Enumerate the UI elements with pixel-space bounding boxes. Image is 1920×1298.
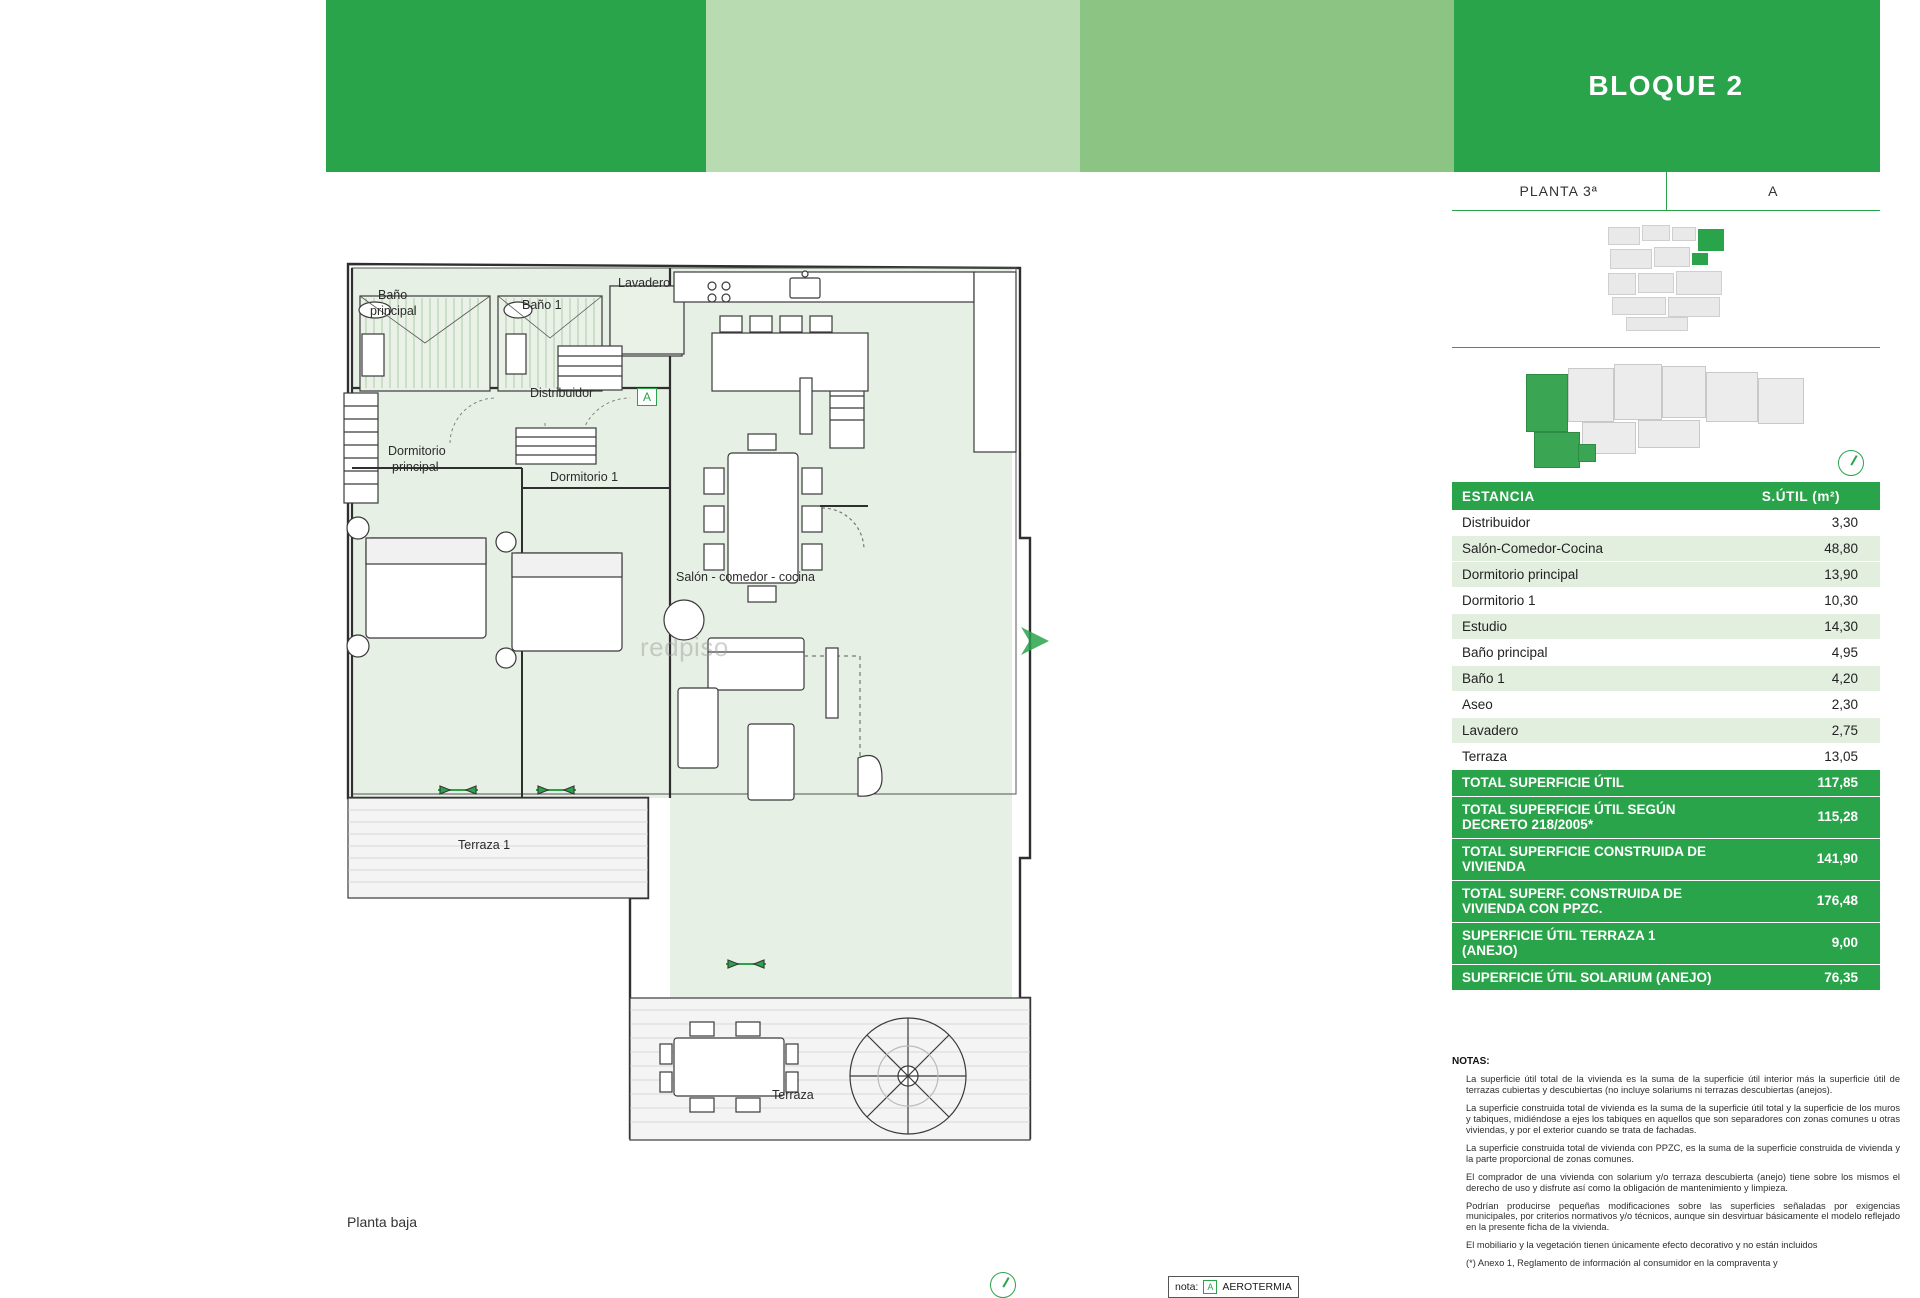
- room-area: 48,80: [1722, 536, 1880, 562]
- table-total-row: [1452, 964, 1880, 991]
- north-arrow: [1838, 450, 1864, 476]
- total-area: 117,85: [1722, 770, 1880, 797]
- table-row: [1452, 640, 1880, 666]
- total-name: TOTAL SUPERFICIE CONSTRUIDA DE VIVIENDA: [1452, 838, 1722, 880]
- room-area: 14,30: [1722, 614, 1880, 640]
- table-row: [1452, 536, 1880, 562]
- notes-block: [1452, 1056, 1900, 1276]
- total-area: 115,28: [1722, 796, 1880, 838]
- room-area: 4,95: [1722, 640, 1880, 666]
- planta-row: [1452, 172, 1880, 211]
- table-total-row: [1452, 880, 1880, 922]
- planta-label: PLANTA 3ª: [1452, 172, 1667, 210]
- table-row: [1452, 692, 1880, 718]
- table-row: [1452, 744, 1880, 770]
- note-item: El comprador de una vivienda con solarium y/o terraza descubierta (anejo) tiene sobre los mismos el derecho de uso y disfrute así como la obligación de mantenimiento y limpieza.: [1466, 1171, 1900, 1193]
- surfaces-table: [1452, 483, 1880, 991]
- note-item: El mobiliario y la vegetación tienen únicamente efecto decorativo y no están incluidos: [1466, 1240, 1818, 1251]
- table-total-row: [1452, 770, 1880, 797]
- bloque-title: BLOQUE 2: [1588, 70, 1744, 101]
- note-item: La superficie construida total de vivienda es la suma de la superficie útil total y la superficie de los muros y tabiques, midiéndose a ejes los tabiques en aquellos que son separadores con zonas comunes u otras viviendas, y por el exterior cuando se trata de fachadas.: [1466, 1102, 1900, 1135]
- table-row: [1452, 614, 1880, 640]
- building-keyplan-graphic: [1526, 360, 1806, 470]
- aerotermia-legend: [1168, 1276, 1299, 1298]
- table-row: [1452, 666, 1880, 692]
- table-row: [1452, 562, 1880, 588]
- info-column: [1452, 172, 1880, 991]
- total-area: 141,90: [1722, 838, 1880, 880]
- col-area: S.ÚTIL (m²): [1722, 483, 1880, 510]
- aerotermia-legend-prefix: nota:: [1175, 1281, 1199, 1293]
- note-item: La superficie útil total de la vivienda es la suma de la superficie útil interior más la superficie útil de terrazas cubiertas y descubiertas (no incluye solariums ni terrazas descubiertas (anejos).: [1466, 1073, 1900, 1095]
- floorplan-drawing: [330, 238, 1430, 1168]
- building-keyplan: [1452, 348, 1880, 483]
- banner-segment-3: [1080, 0, 1454, 172]
- room-area: 4,20: [1722, 666, 1880, 692]
- aerotermia-legend-text: AEROTERMIA: [1222, 1281, 1292, 1293]
- room-name: Aseo: [1452, 692, 1722, 718]
- unit-label: A: [1768, 183, 1779, 199]
- room-area: 2,75: [1722, 718, 1880, 744]
- total-name: SUPERFICIE ÚTIL TERRAZA 1 (ANEJO): [1452, 922, 1722, 964]
- room-name: Estudio: [1452, 614, 1722, 640]
- table-row: [1452, 510, 1880, 536]
- label-distribuidor: Distribuidor: [530, 386, 594, 400]
- label-dormitorio-principal-line2: principal: [392, 460, 439, 474]
- bottom-north-arrow-icon: [990, 1272, 1016, 1298]
- note-item: Podrían producirse pequeñas modificaciones sobre las superficies señaladas por exigencias municipales, por criterios normativos y/o técnicos, aunque sin desvirtuar básicamente el modelo reflejado en la presente ficha de la vivienda.: [1466, 1200, 1900, 1233]
- label-lavadero: Lavadero: [618, 276, 671, 290]
- room-area: 10,30: [1722, 588, 1880, 614]
- room-area: 13,05: [1722, 744, 1880, 770]
- table-header-row: [1452, 483, 1880, 510]
- room-name: Salón-Comedor-Cocina: [1452, 536, 1722, 562]
- total-area: 9,00: [1722, 922, 1880, 964]
- banner-segment-2: [706, 0, 1080, 172]
- room-name: Terraza: [1452, 744, 1722, 770]
- aerotermia-badge-plan: A: [637, 388, 657, 406]
- plan-caption: Planta baja: [347, 1214, 418, 1230]
- room-area: 3,30: [1722, 510, 1880, 536]
- note-item: (*) Anexo 1, Reglamento de información al consumidor en la compraventa y: [1466, 1258, 1778, 1269]
- room-area: 2,30: [1722, 692, 1880, 718]
- total-area: 76,35: [1722, 964, 1880, 991]
- label-terraza: Terraza: [772, 1088, 814, 1102]
- room-name: Dormitorio principal: [1452, 562, 1722, 588]
- total-name: TOTAL SUPERFICIE ÚTIL: [1452, 770, 1722, 797]
- room-name: Distribuidor: [1452, 510, 1722, 536]
- label-bano-1: Baño 1: [522, 298, 562, 312]
- total-name: TOTAL SUPERF. CONSTRUIDA DE VIVIENDA CON PPZC.: [1452, 880, 1722, 922]
- room-name: Baño 1: [1452, 666, 1722, 692]
- notes-title: NOTAS:: [1452, 1056, 1490, 1067]
- table-total-row: [1452, 922, 1880, 964]
- col-room: ESTANCIA: [1452, 483, 1722, 510]
- site-keyplan: [1452, 211, 1880, 348]
- label-salon-comedor-cocina: Salón - comedor - cocina: [676, 570, 815, 584]
- room-area: 13,90: [1722, 562, 1880, 588]
- table-row: [1452, 588, 1880, 614]
- total-name: SUPERFICIE ÚTIL SOLARIUM (ANEJO): [1452, 964, 1722, 991]
- watermark-text: redpiso: [640, 632, 729, 662]
- site-keyplan-graphic: [1606, 223, 1726, 335]
- note-item: La superficie construida total de vivienda con PPZC, es la suma de la superficie construida de vivienda y la parte proporcional de zonas comunes.: [1466, 1142, 1900, 1164]
- table-total-row: [1452, 838, 1880, 880]
- aerotermia-legend-badge: A: [1203, 1280, 1217, 1294]
- table-row: [1452, 718, 1880, 744]
- room-name: Baño principal: [1452, 640, 1722, 666]
- label-terraza-1: Terraza 1: [458, 838, 511, 852]
- table-total-row: [1452, 796, 1880, 838]
- room-name: Dormitorio 1: [1452, 588, 1722, 614]
- label-bano-principal-line2: principal: [370, 304, 417, 318]
- total-area: 176,48: [1722, 880, 1880, 922]
- label-bano-principal-line1: Baño: [378, 288, 408, 302]
- room-name: Lavadero: [1452, 718, 1722, 744]
- banner-segment-1: [326, 0, 706, 172]
- label-dormitorio-principal-line1: Dormitorio: [388, 444, 446, 458]
- total-name: TOTAL SUPERFICIE ÚTIL SEGÚN DECRETO 218/2005*: [1452, 796, 1722, 838]
- label-dormitorio-1: Dormitorio 1: [550, 470, 619, 484]
